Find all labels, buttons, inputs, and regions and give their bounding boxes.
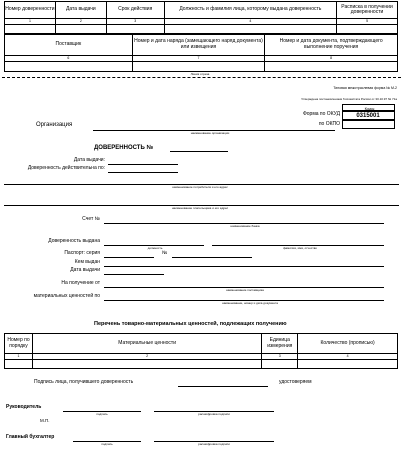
col-number: 2 bbox=[55, 19, 106, 25]
data-cell[interactable] bbox=[298, 360, 398, 369]
goods-header-number: Номер по порядку bbox=[5, 334, 33, 354]
head-sign-caption: подпись bbox=[96, 412, 108, 416]
okpo-box[interactable] bbox=[342, 120, 395, 129]
doc-number-field[interactable] bbox=[170, 151, 228, 152]
passport-number-label: № bbox=[162, 250, 168, 256]
passport-label: Паспорт: серия bbox=[64, 250, 100, 256]
header-issue-date: Дата выдачи bbox=[55, 2, 106, 19]
header-supplier: Поставщик bbox=[5, 34, 133, 56]
goods-header-unit: Единица измерения bbox=[262, 334, 298, 354]
data-cell[interactable] bbox=[132, 62, 265, 72]
data-cell[interactable] bbox=[32, 360, 261, 369]
passport-number-field[interactable] bbox=[172, 257, 252, 258]
accountant-sign-caption: подпись bbox=[101, 442, 113, 446]
organization-label: Организация bbox=[36, 122, 73, 128]
valid-until-label: Доверенность действительна по: bbox=[27, 165, 105, 171]
consumer-caption: наименование потребителя и его адрес bbox=[172, 185, 228, 189]
col-number: 3 bbox=[262, 354, 298, 360]
head-decode-caption: расшифровка подписи bbox=[198, 412, 230, 416]
okud-label: Форма по ОКУД bbox=[302, 111, 340, 117]
col-number: 2 bbox=[32, 354, 261, 360]
col-number: 1 bbox=[5, 19, 56, 25]
codes-header bbox=[342, 104, 395, 111]
col-number: 3 bbox=[106, 19, 164, 25]
col-number: 6 bbox=[5, 56, 133, 62]
passport-date-label: Дата выдачи bbox=[70, 267, 100, 273]
form-approval-line: Утверждена постановлением Госкомстата России от 30.10.97 № 71а bbox=[301, 97, 397, 101]
codes-label: Коды bbox=[364, 105, 375, 111]
goods-title: Перечень товарно-материальных ценностей, подлежащих получению bbox=[94, 321, 287, 327]
okpo-label: по ОКПО bbox=[318, 121, 340, 127]
counterfoil-table bbox=[4, 1, 398, 35]
supplier-caption: наименование поставщика bbox=[226, 288, 264, 292]
issued-to-label: Доверенность выдана bbox=[48, 238, 100, 244]
valid-until-field[interactable] bbox=[108, 172, 178, 173]
values-label: материальных ценностей по bbox=[33, 293, 100, 299]
cut-line-label: Линия отреза bbox=[190, 72, 210, 76]
data-cell[interactable] bbox=[262, 360, 298, 369]
payer-caption: наименование плательщика и его адрес bbox=[171, 206, 229, 210]
cut-line bbox=[2, 77, 401, 78]
data-cell[interactable] bbox=[5, 62, 133, 72]
okud-box bbox=[342, 111, 395, 120]
issue-date-field[interactable] bbox=[108, 164, 178, 165]
document-caption: наименование, номер и дата документа bbox=[222, 301, 278, 305]
goods-table bbox=[4, 333, 398, 369]
holder-signature-field[interactable] bbox=[178, 386, 268, 387]
col-number: 5 bbox=[337, 19, 398, 25]
goods-header-values: Материальные ценности bbox=[32, 334, 261, 354]
fio-caption: фамилия, имя, отчество bbox=[283, 246, 317, 250]
header-order: Номер и дата наряда (замещающего наряд документа) или извещения bbox=[132, 34, 265, 56]
okud-value: 0315001 bbox=[356, 113, 380, 119]
col-number: 8 bbox=[265, 56, 398, 62]
header-validity: Срок действия bbox=[106, 2, 164, 19]
counterfoil-table-2 bbox=[4, 33, 398, 72]
organization-caption: наименование организации bbox=[190, 131, 230, 135]
goods-header-quantity: Количество (прописью) bbox=[298, 334, 398, 354]
col-number: 4 bbox=[298, 354, 398, 360]
col-number: 7 bbox=[132, 56, 265, 62]
passport-date-field[interactable] bbox=[104, 274, 164, 275]
data-cell[interactable] bbox=[265, 62, 398, 72]
bank-caption: наименование банка bbox=[230, 224, 260, 228]
certify-label: удостоверяем bbox=[279, 379, 312, 385]
accountant-decode-caption: расшифровка подписи bbox=[198, 442, 230, 446]
col-number: 4 bbox=[164, 19, 336, 25]
page-title: ДОВЕРЕННОСТЬ № bbox=[94, 145, 154, 151]
passport-series-field[interactable] bbox=[104, 257, 154, 258]
col-number: 1 bbox=[5, 354, 33, 360]
issue-date-label: Дата выдачи: bbox=[73, 157, 105, 163]
header-number: Номер доверенности bbox=[5, 2, 56, 19]
account-label: Счет № bbox=[82, 216, 100, 222]
stamp-label: М.П. bbox=[40, 418, 50, 423]
header-person: Должность и фамилия лица, которому выдана доверенность bbox=[164, 2, 336, 19]
accountant-label: Главный бухгалтер bbox=[6, 434, 55, 440]
holder-signature-label: Подпись лица, получившего доверенность bbox=[34, 379, 134, 385]
header-confirm-doc: Номер и дата документа, подтверждающего выполнение поручения bbox=[265, 34, 398, 56]
header-receipt: Расписка в получении доверенности bbox=[337, 2, 398, 19]
data-cell[interactable] bbox=[5, 360, 33, 369]
head-label: Руководитель bbox=[6, 404, 42, 410]
issued-by-field[interactable] bbox=[104, 266, 384, 267]
receive-from-label: На получение от bbox=[61, 280, 100, 286]
form-type-line: Типовая межотраслевая форма № М-2 bbox=[333, 86, 397, 90]
issued-by-label: Кем выдан bbox=[74, 259, 100, 265]
position-caption: должность bbox=[147, 246, 163, 250]
